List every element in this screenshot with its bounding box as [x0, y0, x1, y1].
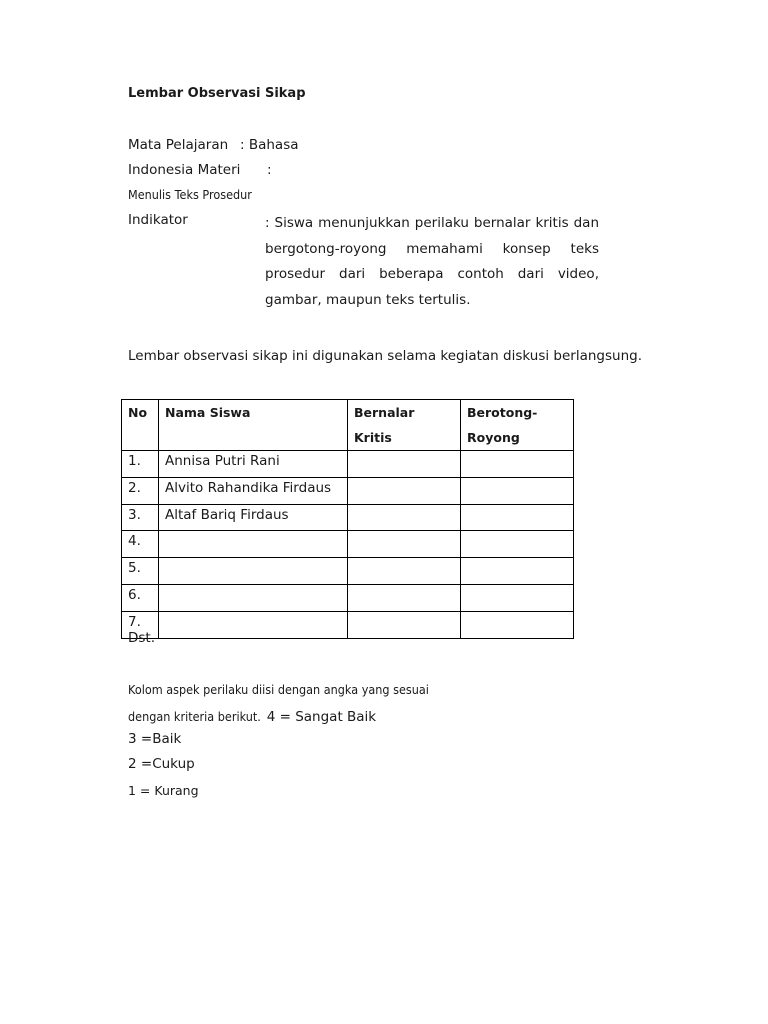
header-no: No — [122, 400, 159, 451]
criteria-baik: 3 =Baik — [128, 731, 182, 747]
indikator-line: gambar, maupun teks tertulis. — [265, 291, 471, 308]
header-gotong-royong-line2: Royong — [467, 430, 520, 445]
header-nama-siswa: Nama Siswa — [159, 400, 348, 451]
header-gotong-royong — [461, 400, 574, 451]
criteria-line2 — [128, 706, 376, 725]
row-bernalar-kritis-cell — [348, 531, 461, 558]
criteria-line2-a: dengan kriteria berikut. — [128, 709, 261, 724]
criteria-line1: Kolom aspek perilaku diisi dengan angka yang sesuai — [128, 682, 429, 697]
table-header-row — [122, 400, 574, 451]
row-gotong-royong-cell — [461, 504, 574, 531]
row-nama: Annisa Putri Rani — [159, 451, 348, 478]
row-no: 1. — [122, 451, 159, 478]
table-row — [122, 584, 574, 611]
indikator-text — [265, 211, 599, 313]
row-bernalar-kritis-cell — [348, 477, 461, 504]
table-row — [122, 504, 574, 531]
row-bernalar-kritis-cell — [348, 611, 461, 638]
table-row — [122, 611, 574, 638]
table-row — [122, 558, 574, 585]
row-nama — [159, 611, 348, 638]
row-no: 2. — [122, 477, 159, 504]
row-nama: Altaf Bariq Firdaus — [159, 504, 348, 531]
criteria-kurang: 1 = Kurang — [128, 783, 199, 798]
table-row — [122, 531, 574, 558]
table-row — [122, 451, 574, 478]
row-no: 4. — [122, 531, 159, 558]
table-row — [122, 477, 574, 504]
row-bernalar-kritis-cell — [348, 558, 461, 585]
row-gotong-royong-cell — [461, 611, 574, 638]
row-nama — [159, 558, 348, 585]
header-bernalar-kritis: Bernalar Kritis — [348, 400, 461, 451]
row-gotong-royong-cell — [461, 451, 574, 478]
header-gotong-royong-line1: Berotong- — [467, 405, 538, 420]
row-no: 5. — [122, 558, 159, 585]
indikator-line: prosedur dari beberapa contoh dari video, — [265, 266, 599, 282]
row-no: 7. — [122, 611, 159, 638]
row-gotong-royong-cell — [461, 477, 574, 504]
dst-text: Dst. — [128, 630, 156, 646]
indikator-label: Indikator — [128, 212, 188, 228]
document-title: Lembar Observasi Sikap — [128, 86, 306, 101]
row-gotong-royong-cell — [461, 558, 574, 585]
materi-colon: : — [267, 162, 272, 178]
row-gotong-royong-cell — [461, 584, 574, 611]
row-no: 6. — [122, 584, 159, 611]
intro-text: Lembar observasi sikap ini digunakan selama kegiatan diskusi berlangsung. — [128, 348, 642, 364]
row-gotong-royong-cell — [461, 531, 574, 558]
row-bernalar-kritis-cell — [348, 451, 461, 478]
mata-pelajaran-label: Mata Pelajaran — [128, 137, 229, 153]
mata-pelajaran-value: : Bahasa — [240, 137, 299, 153]
indonesia-materi-label: Indonesia Materi — [128, 162, 241, 178]
row-nama — [159, 531, 348, 558]
observation-table — [121, 399, 574, 639]
row-no: 3. — [122, 504, 159, 531]
row-nama: Alvito Rahandika Firdaus — [159, 477, 348, 504]
materi-value: Menulis Teks Prosedur — [128, 187, 252, 202]
row-nama — [159, 584, 348, 611]
row-bernalar-kritis-cell — [348, 584, 461, 611]
indikator-line: : Siswa menunjukkan perilaku bernalar kritis dan — [265, 215, 599, 231]
indikator-line: bergotong-royong memahami konsep teks — [265, 240, 599, 257]
criteria-cukup: 2 =Cukup — [128, 756, 195, 772]
criteria-sangat-baik: 4 = Sangat Baik — [266, 709, 377, 725]
row-bernalar-kritis-cell — [348, 504, 461, 531]
